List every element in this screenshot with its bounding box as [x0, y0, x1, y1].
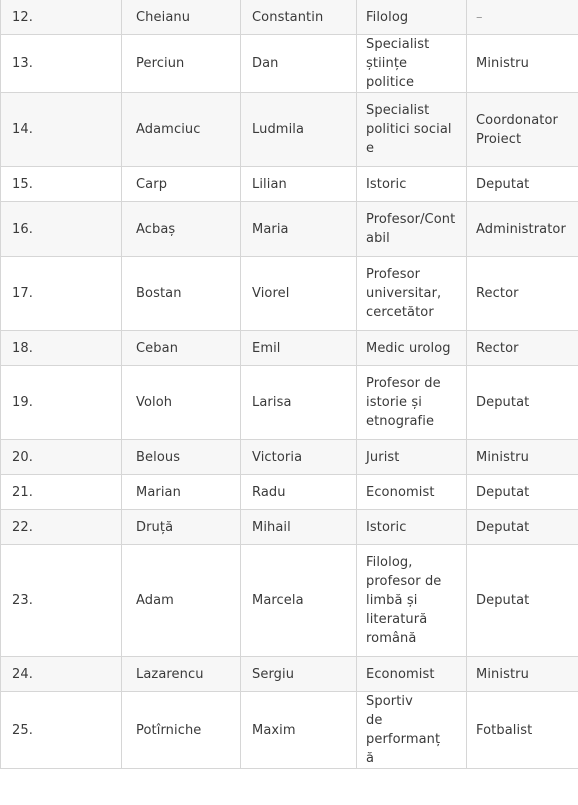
table-row [1, 202, 578, 257]
position-cell: Rector [467, 257, 578, 331]
profession-cell: Istoric [357, 510, 467, 545]
first-name-cell: Ludmila [241, 93, 357, 167]
last-name-cell: Carp [122, 167, 241, 202]
first-name-cell: Mihail [241, 510, 357, 545]
row-number-cell: 25. [1, 692, 122, 769]
last-name-cell: Voloh [122, 366, 241, 440]
persons-table-body [1, 0, 578, 769]
table-row [1, 366, 578, 440]
last-name-cell: Druță [122, 510, 241, 545]
position-cell: Ministru [467, 35, 578, 93]
table-row [1, 331, 578, 366]
position-cell: Deputat [467, 366, 578, 440]
last-name-cell: Ceban [122, 331, 241, 366]
position-cell: Fotbalist [467, 692, 578, 769]
table-row [1, 475, 578, 510]
table-row [1, 510, 578, 545]
last-name-cell: Belous [122, 440, 241, 475]
first-name-cell: Victoria [241, 440, 357, 475]
table-row [1, 657, 578, 692]
profession-cell: Specialist politici social e [357, 93, 467, 167]
last-name-cell: Perciun [122, 35, 241, 93]
row-number-cell: 22. [1, 510, 122, 545]
profession-cell: Profesor de istorie și etnografie [357, 366, 467, 440]
first-name-cell: Larisa [241, 366, 357, 440]
last-name-cell: Cheianu [122, 0, 241, 35]
row-number-cell: 15. [1, 167, 122, 202]
row-number-cell: 14. [1, 93, 122, 167]
position-cell: Coordonator Proiect [467, 93, 578, 167]
first-name-cell: Emil [241, 331, 357, 366]
profession-cell: Medic urolog [357, 331, 467, 366]
position-cell: Administrator [467, 202, 578, 257]
profession-cell: Filolog [357, 0, 467, 35]
row-number-cell: 23. [1, 545, 122, 657]
table-row [1, 167, 578, 202]
profession-cell: Economist [357, 475, 467, 510]
row-number-cell: 16. [1, 202, 122, 257]
last-name-cell: Adamciuc [122, 93, 241, 167]
row-number-cell: 20. [1, 440, 122, 475]
last-name-cell: Acbaș [122, 202, 241, 257]
profession-cell: Sportiv de performanț ă [357, 692, 467, 769]
first-name-cell: Maxim [241, 692, 357, 769]
first-name-cell: Sergiu [241, 657, 357, 692]
row-number-cell: 18. [1, 331, 122, 366]
first-name-cell: Viorel [241, 257, 357, 331]
profession-cell: Filolog, profesor de limbă și literatură română [357, 545, 467, 657]
table-row [1, 692, 578, 769]
table-row [1, 440, 578, 475]
profession-cell: Jurist [357, 440, 467, 475]
position-cell: Deputat [467, 475, 578, 510]
position-cell: Deputat [467, 510, 578, 545]
last-name-cell: Adam [122, 545, 241, 657]
row-number-cell: 21. [1, 475, 122, 510]
last-name-cell: Lazarencu [122, 657, 241, 692]
profession-cell: Istoric [357, 167, 467, 202]
first-name-cell: Lilian [241, 167, 357, 202]
first-name-cell: Radu [241, 475, 357, 510]
first-name-cell: Marcela [241, 545, 357, 657]
position-cell: Ministru [467, 440, 578, 475]
position-cell: – [467, 0, 578, 35]
table-row [1, 545, 578, 657]
first-name-cell: Constantin [241, 0, 357, 35]
row-number-cell: 24. [1, 657, 122, 692]
profession-cell: Specialist științe politice [357, 35, 467, 93]
profession-cell: Economist [357, 657, 467, 692]
last-name-cell: Bostan [122, 257, 241, 331]
last-name-cell: Potîrniche [122, 692, 241, 769]
position-cell: Deputat [467, 167, 578, 202]
last-name-cell: Marian [122, 475, 241, 510]
profession-cell: Profesor/Cont abil [357, 202, 467, 257]
table-row [1, 93, 578, 167]
table-row [1, 257, 578, 331]
row-number-cell: 19. [1, 366, 122, 440]
first-name-cell: Maria [241, 202, 357, 257]
position-cell: Deputat [467, 545, 578, 657]
row-number-cell: 12. [1, 0, 122, 35]
first-name-cell: Dan [241, 35, 357, 93]
table-row [1, 0, 578, 35]
row-number-cell: 17. [1, 257, 122, 331]
profession-cell: Profesor universitar, cercetător [357, 257, 467, 331]
table-row [1, 35, 578, 93]
position-cell: Ministru [467, 657, 578, 692]
position-cell: Rector [467, 331, 578, 366]
row-number-cell: 13. [1, 35, 122, 93]
